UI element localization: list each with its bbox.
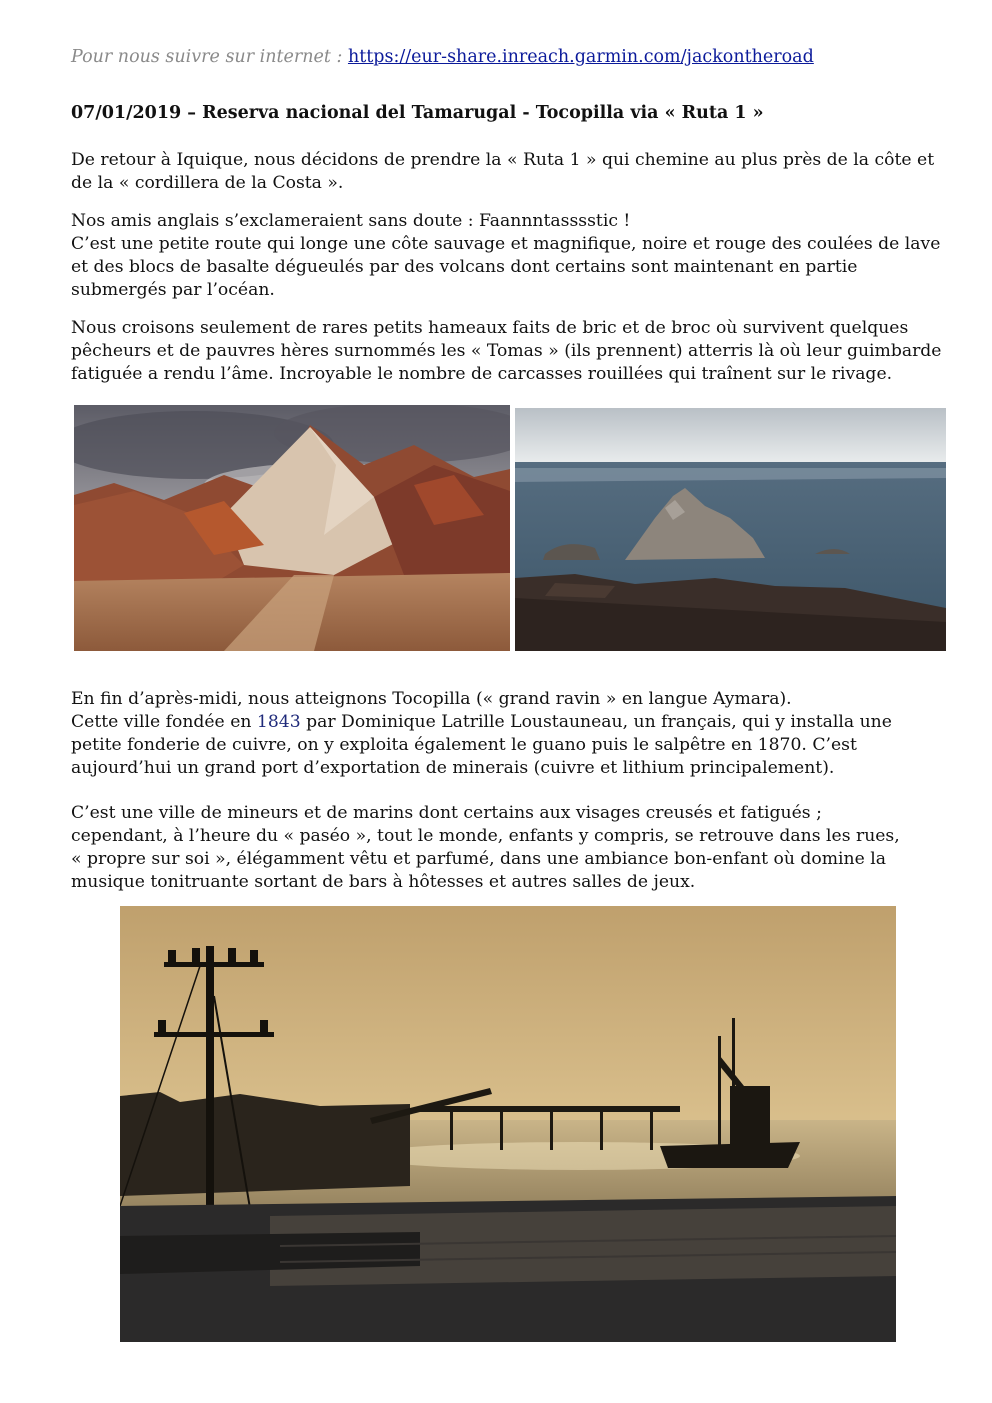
paragraph-2 (71, 210, 951, 302)
paragraph-line: de la « cordillera de la Costa ». (71, 173, 344, 193)
coast-rock-photo (515, 408, 946, 651)
paragraph-line: cependant, à l’heure du « paséo », tout le monde, enfants y compris, se retrouve dans les rues, (71, 826, 900, 846)
paragraph-line: et des blocs de basalte dégueulés par des volcans dont certains sont maintenant en partie (71, 257, 858, 277)
follow-line (71, 47, 814, 67)
text-fragment: par Dominique Latrille Loustauneau, un français, qui y installa une (300, 712, 892, 732)
paragraph-line: pêcheurs et de pauvres hères surnommés les « Tomas » (ils prennent) atterris là où leur guimbarde (71, 341, 942, 361)
paragraph-3 (71, 317, 951, 386)
paragraph-line: De retour à Iquique, nous décidons de prendre la « Ruta 1 » qui chemine au plus près de la côte et (71, 150, 935, 170)
paragraph-line (71, 711, 951, 734)
follow-intro: Pour nous suivre sur internet : (71, 47, 343, 67)
paragraph-line: petite fonderie de cuivre, on y exploita également le guano puis le salpêtre en 1870. C’est (71, 735, 857, 755)
mountains-photo (74, 405, 510, 651)
paragraph-line: « propre sur soi », élégamment vêtu et parfumé, dans une ambiance bon-enfant où domine la (71, 849, 886, 869)
garmin-link[interactable]: https://eur-share.inreach.garmin.com/jackontheroad (347, 47, 814, 67)
paragraph-line: musique tonitruante sortant de bars à hôtesses et autres salles de jeux. (71, 872, 696, 892)
paragraph-line: aujourd’hui un grand port d’exportation de minerais (cuivre et lithium principalement). (71, 758, 835, 778)
paragraph-1 (71, 149, 951, 195)
paragraph-line: Nous croisons seulement de rares petits hameaux faits de bric et de broc où survivent quelques (71, 318, 909, 338)
paragraph-5 (71, 802, 951, 894)
paragraph-line: submergés par l’océan. (71, 280, 275, 300)
paragraph-4 (71, 688, 951, 780)
text-fragment: Cette ville fondée en (71, 712, 257, 732)
port-sunset-photo (120, 906, 896, 1342)
paragraph-line: Nos amis anglais s’exclameraient sans doute : Faannntasssstic ! (71, 211, 631, 231)
paragraph-line: C’est une petite route qui longe une côte sauvage et magnifique, noire et rouge des coulées de lave (71, 234, 941, 254)
paragraph-line: fatiguée a rendu l’âme. Incroyable le nombre de carcasses rouillées qui traînent sur le rivage. (71, 364, 893, 384)
paragraph-line: En fin d’après-midi, nous atteignons Tocopilla (« grand ravin » en langue Aymara). (71, 689, 792, 709)
paragraph-line: C’est une ville de mineurs et de marins dont certains aux visages creusés et fatigués ; (71, 803, 822, 823)
page-title: 07/01/2019 – Reserva nacional del Tamarugal - Tocopilla via « Ruta 1 » (71, 103, 764, 123)
year-1843: 1843 (256, 712, 301, 732)
